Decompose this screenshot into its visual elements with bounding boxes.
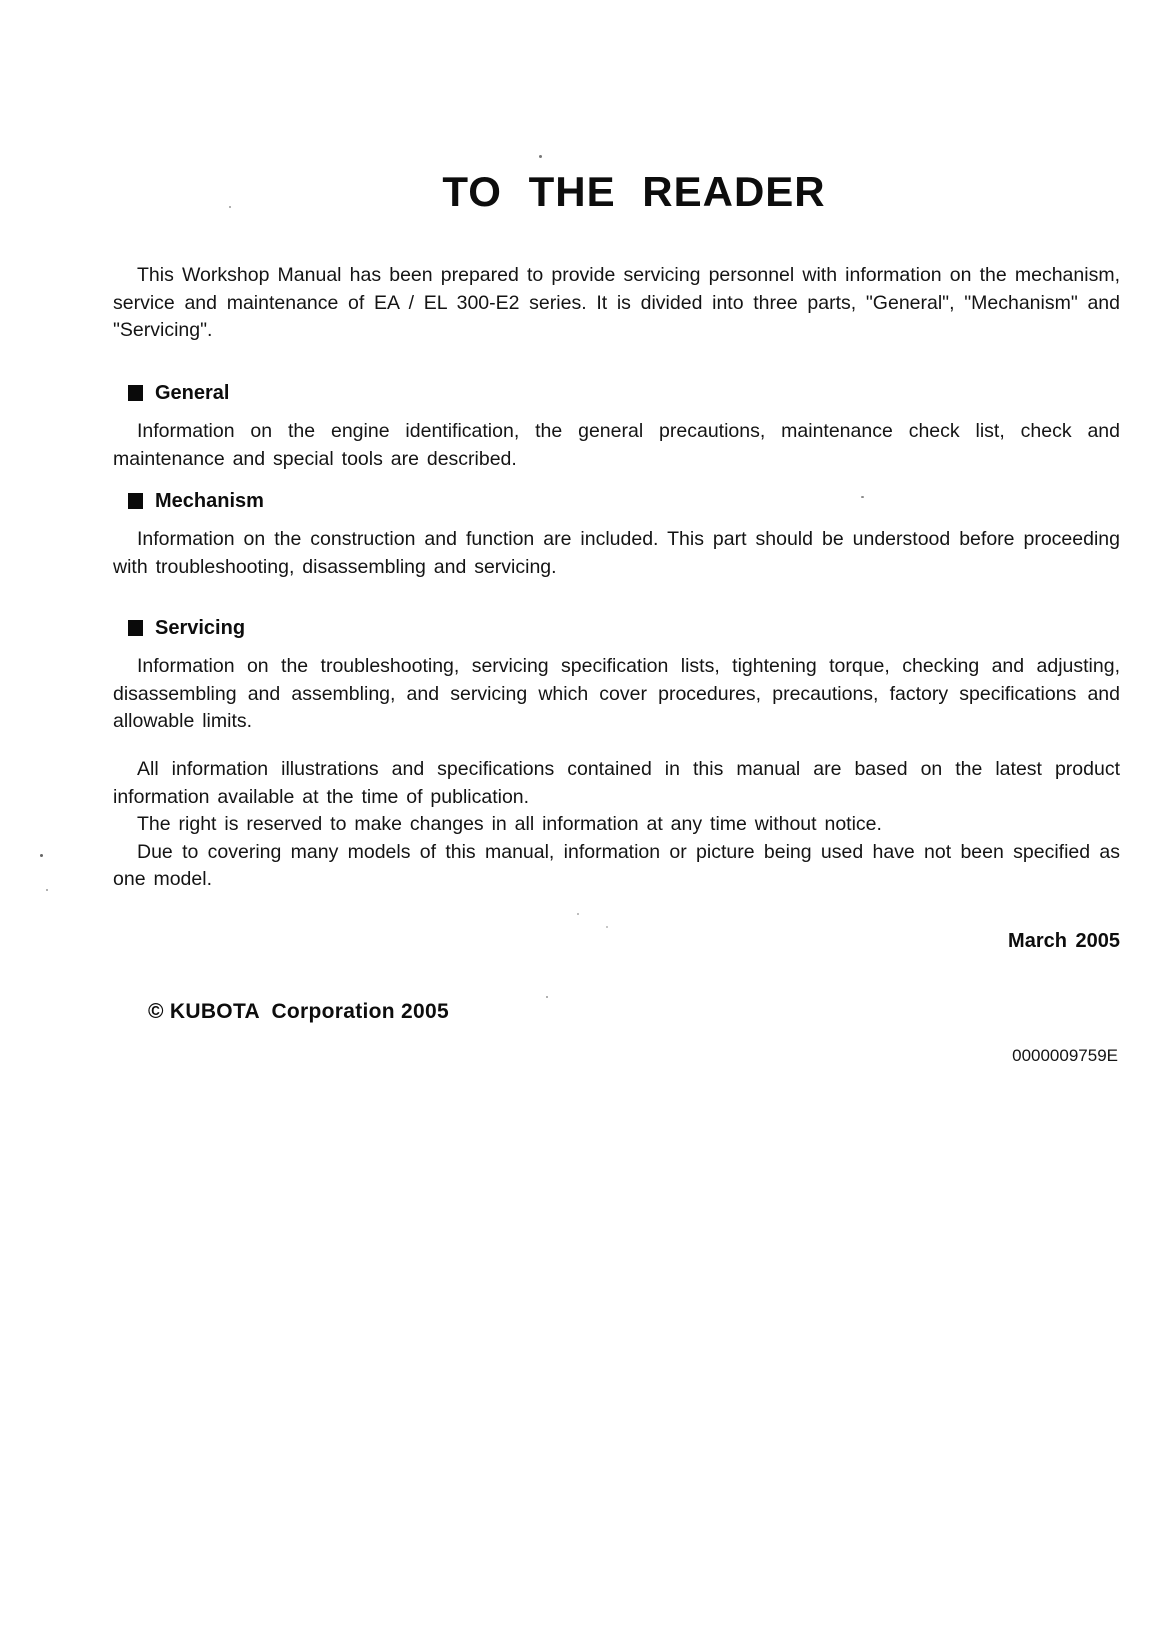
scan-artifact bbox=[606, 926, 608, 928]
section-servicing-heading-label: Servicing bbox=[155, 617, 246, 639]
scan-artifact bbox=[229, 206, 231, 208]
note-paragraph: All information illustrations and specifications contained in this manual are based on the latest product information available at the time of publication. bbox=[113, 758, 1120, 808]
scan-artifact bbox=[40, 854, 43, 857]
scan-artifact bbox=[539, 155, 542, 158]
section-servicing-heading bbox=[128, 616, 1120, 640]
document-code: 0000009759E bbox=[1012, 1046, 1118, 1065]
scan-artifact bbox=[577, 913, 579, 915]
note-paragraph: Due to covering many models of this manual, information or picture being used have not been specified as one model. bbox=[113, 840, 1120, 890]
scan-artifact bbox=[46, 889, 48, 891]
square-bullet-icon bbox=[128, 620, 143, 636]
section-servicing bbox=[113, 616, 1120, 736]
scan-artifact bbox=[546, 996, 548, 998]
copyright-notice: © KUBOTA Corporation 2005 bbox=[148, 1000, 449, 1023]
section-mechanism-heading bbox=[128, 489, 1120, 513]
section-mechanism bbox=[113, 489, 1120, 581]
publication-date: March 2005 bbox=[1008, 930, 1120, 952]
square-bullet-icon bbox=[128, 493, 143, 509]
page-title: TO THE READER bbox=[442, 168, 826, 215]
intro-paragraph: This Workshop Manual has been prepared to provide servicing personnel with information on the mechanism, service and maintenance of EA / EL 300-E2 series. It is divided into three parts, "General", "Mechanism" and "Servicing". bbox=[113, 264, 1120, 341]
section-general bbox=[113, 381, 1120, 473]
general-notes bbox=[113, 756, 1120, 894]
section-general-heading-label: General bbox=[155, 382, 230, 404]
scan-artifact bbox=[861, 496, 864, 498]
section-mechanism-body: Information on the construction and function are included. This part should be understood before proceeding with troubleshooting, disassembling and servicing. bbox=[113, 528, 1120, 578]
section-general-heading bbox=[128, 381, 1120, 405]
square-bullet-icon bbox=[128, 385, 143, 401]
note-paragraph: The right is reserved to make changes in all information at any time without notice. bbox=[137, 813, 882, 835]
section-servicing-body: Information on the troubleshooting, servicing specification lists, tightening torque, checking and adjusting, disassembling and assembling, and servicing which cover procedures, precautions, factory specifications and allowable limits. bbox=[113, 655, 1120, 732]
section-mechanism-heading-label: Mechanism bbox=[155, 490, 264, 512]
section-general-body: Information on the engine identification, the general precautions, maintenance check list, check and maintenance and special tools are described. bbox=[113, 420, 1120, 470]
